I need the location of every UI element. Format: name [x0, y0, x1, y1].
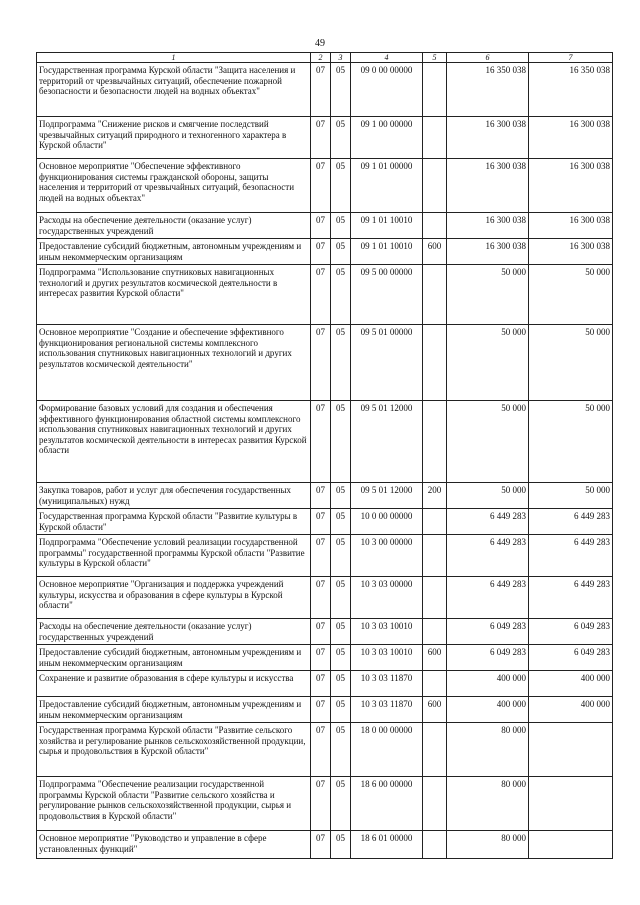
row-name: Подпрограмма "Обеспечение реализации государственной программы Курской области "Развитие сельского хозяйства и регулирование рынков сельскохозяйственной продукции, сырья и продовольствия в Курской области" [37, 777, 311, 831]
subsection-code: 05 [331, 645, 351, 671]
section-code: 07 [311, 697, 331, 723]
expense-type-code [423, 265, 447, 325]
amount-col6: 6 049 283 [447, 619, 529, 645]
target-article-code: 09 1 01 00000 [351, 159, 423, 213]
row-name: Закупка товаров, работ и услуг для обеспечения государственных (муниципальных) нужд [37, 483, 311, 509]
amount-col6: 400 000 [447, 671, 529, 697]
amount-col7: 6 049 283 [529, 645, 613, 671]
section-code: 07 [311, 401, 331, 483]
amount-col6: 50 000 [447, 401, 529, 483]
subsection-code: 05 [331, 63, 351, 117]
expense-type-code [423, 213, 447, 239]
subsection-code: 05 [331, 697, 351, 723]
table-row [37, 697, 613, 723]
amount-col7: 50 000 [529, 265, 613, 325]
expense-type-code [423, 671, 447, 697]
amount-col7: 6 049 283 [529, 619, 613, 645]
column-header: 6 [447, 53, 529, 63]
table-row [37, 723, 613, 777]
table-row [37, 831, 613, 859]
column-header: 1 [37, 53, 311, 63]
table-row [37, 265, 613, 325]
table-row [37, 535, 613, 577]
section-code: 07 [311, 777, 331, 831]
target-article-code: 09 5 00 00000 [351, 265, 423, 325]
row-name: Основное мероприятие "Обеспечение эффективного функционирования системы гражданской обороны, защиты населения и территорий от чрезвычайных ситуаций, безопасности людей на водных объектах" [37, 159, 311, 213]
amount-col6: 16 350 038 [447, 63, 529, 117]
amount-col6: 80 000 [447, 723, 529, 777]
amount-col7 [529, 777, 613, 831]
target-article-code: 09 5 01 12000 [351, 483, 423, 509]
subsection-code: 05 [331, 577, 351, 619]
target-article-code: 09 5 01 00000 [351, 325, 423, 401]
target-article-code: 10 3 03 11870 [351, 671, 423, 697]
section-code: 07 [311, 577, 331, 619]
target-article-code: 10 3 03 10010 [351, 619, 423, 645]
target-article-code: 18 0 00 00000 [351, 723, 423, 777]
section-code: 07 [311, 483, 331, 509]
amount-col7 [529, 831, 613, 859]
amount-col6: 6 449 283 [447, 509, 529, 535]
amount-col7: 50 000 [529, 483, 613, 509]
row-name: Основное мероприятие "Руководство и управление в сфере установленных функций" [37, 831, 311, 859]
amount-col6: 16 300 038 [447, 239, 529, 265]
target-article-code: 09 1 01 10010 [351, 239, 423, 265]
table-row [37, 213, 613, 239]
expense-type-code: 600 [423, 645, 447, 671]
table-row [37, 619, 613, 645]
amount-col7: 16 300 038 [529, 117, 613, 159]
table-row [37, 509, 613, 535]
amount-col6: 6 449 283 [447, 577, 529, 619]
amount-col6: 6 049 283 [447, 645, 529, 671]
target-article-code: 10 3 03 10010 [351, 645, 423, 671]
amount-col7 [529, 723, 613, 777]
subsection-code: 05 [331, 723, 351, 777]
section-code: 07 [311, 645, 331, 671]
subsection-code: 05 [331, 483, 351, 509]
amount-col6: 16 300 038 [447, 117, 529, 159]
amount-col6: 50 000 [447, 483, 529, 509]
target-article-code: 09 1 00 00000 [351, 117, 423, 159]
row-name: Подпрограмма "Снижение рисков и смягчение последствий чрезвычайных ситуаций природного и техногенного характера в Курской области" [37, 117, 311, 159]
expense-type-code [423, 577, 447, 619]
expense-type-code [423, 831, 447, 859]
budget-table [36, 52, 613, 859]
amount-col7: 16 300 038 [529, 213, 613, 239]
amount-col7: 50 000 [529, 325, 613, 401]
amount-col7: 6 449 283 [529, 535, 613, 577]
subsection-code: 05 [331, 117, 351, 159]
expense-type-code: 600 [423, 697, 447, 723]
table-row [37, 671, 613, 697]
expense-type-code [423, 535, 447, 577]
row-name: Предоставление субсидий бюджетным, автономным учреждениям и иным некоммерческим организациям [37, 645, 311, 671]
subsection-code: 05 [331, 401, 351, 483]
amount-col7: 16 300 038 [529, 239, 613, 265]
row-name: Расходы на обеспечение деятельности (оказание услуг) государственных учреждений [37, 619, 311, 645]
subsection-code: 05 [331, 671, 351, 697]
section-code: 07 [311, 325, 331, 401]
column-header: 2 [311, 53, 331, 63]
expense-type-code [423, 63, 447, 117]
table-row [37, 777, 613, 831]
expense-type-code [423, 401, 447, 483]
expense-type-code: 200 [423, 483, 447, 509]
table-row [37, 63, 613, 117]
amount-col7: 16 300 038 [529, 159, 613, 213]
expense-type-code [423, 777, 447, 831]
expense-type-code [423, 159, 447, 213]
table-row [37, 159, 613, 213]
target-article-code: 18 6 00 00000 [351, 777, 423, 831]
amount-col6: 80 000 [447, 831, 529, 859]
subsection-code: 05 [331, 239, 351, 265]
target-article-code: 10 3 03 00000 [351, 577, 423, 619]
amount-col6: 6 449 283 [447, 535, 529, 577]
row-name: Сохранение и развитие образования в сфере культуры и искусства [37, 671, 311, 697]
target-article-code: 10 0 00 00000 [351, 509, 423, 535]
row-name: Государственная программа Курской области "Развитие сельского хозяйства и регулирование рынков сельскохозяйственной продукции, сырья и продовольствия в Курской области" [37, 723, 311, 777]
column-header: 5 [423, 53, 447, 63]
row-name: Подпрограмма "Использование спутниковых навигационных технологий и других результатов космической деятельности в интересах развития Курской области" [37, 265, 311, 325]
row-name: Основное мероприятие "Организация и поддержка учреждений культуры, искусства и образования в сфере культуры в Курской области" [37, 577, 311, 619]
expense-type-code [423, 325, 447, 401]
subsection-code: 05 [331, 777, 351, 831]
row-name: Подпрограмма "Обеспечение условий реализации государственной программы" государственной программы Курской области "Развитие культуры в Курской области" [37, 535, 311, 577]
subsection-code: 05 [331, 159, 351, 213]
amount-col7: 50 000 [529, 401, 613, 483]
subsection-code: 05 [331, 831, 351, 859]
row-name: Расходы на обеспечение деятельности (оказание услуг) государственных учреждений [37, 213, 311, 239]
amount-col6: 400 000 [447, 697, 529, 723]
column-header: 7 [529, 53, 613, 63]
row-name: Формирование базовых условий для создания и обеспечения эффективного функционирования областной системы комплексного использования спутниковых навигационных технологий и других результатов космической деятельности в интересах развития Курской области [37, 401, 311, 483]
table-row [37, 325, 613, 401]
target-article-code: 18 6 01 00000 [351, 831, 423, 859]
subsection-code: 05 [331, 213, 351, 239]
row-name: Основное мероприятие "Создание и обеспечение эффективного функционирования региональной системы комплексного использования спутниковых навигационных технологий и других результатов космической деятельности" [37, 325, 311, 401]
section-code: 07 [311, 619, 331, 645]
section-code: 07 [311, 159, 331, 213]
target-article-code: 09 0 00 00000 [351, 63, 423, 117]
subsection-code: 05 [331, 265, 351, 325]
section-code: 07 [311, 831, 331, 859]
table-row [37, 117, 613, 159]
row-name: Предоставление субсидий бюджетным, автономным учреждениям и иным некоммерческим организациям [37, 239, 311, 265]
table-row [37, 239, 613, 265]
amount-col7: 16 350 038 [529, 63, 613, 117]
expense-type-code [423, 509, 447, 535]
amount-col6: 16 300 038 [447, 159, 529, 213]
section-code: 07 [311, 535, 331, 577]
section-code: 07 [311, 671, 331, 697]
row-name: Предоставление субсидий бюджетным, автономным учреждениям и иным некоммерческим организациям [37, 697, 311, 723]
column-header: 4 [351, 53, 423, 63]
page-number: 49 [315, 38, 325, 49]
row-name: Государственная программа Курской области "Развитие культуры в Курской области" [37, 509, 311, 535]
section-code: 07 [311, 509, 331, 535]
section-code: 07 [311, 265, 331, 325]
section-code: 07 [311, 723, 331, 777]
section-code: 07 [311, 117, 331, 159]
table-body [37, 53, 613, 859]
section-code: 07 [311, 239, 331, 265]
amount-col7: 6 449 283 [529, 509, 613, 535]
table-row [37, 401, 613, 483]
section-code: 07 [311, 213, 331, 239]
expense-type-code [423, 117, 447, 159]
target-article-code: 10 3 03 11870 [351, 697, 423, 723]
amount-col7: 6 449 283 [529, 577, 613, 619]
subsection-code: 05 [331, 509, 351, 535]
amount-col6: 80 000 [447, 777, 529, 831]
header-row [37, 53, 613, 63]
section-code: 07 [311, 63, 331, 117]
expense-type-code [423, 619, 447, 645]
subsection-code: 05 [331, 619, 351, 645]
column-header: 3 [331, 53, 351, 63]
table-row [37, 645, 613, 671]
row-name: Государственная программа Курской области "Защита населения и территорий от чрезвычайных ситуаций, обеспечение пожарной безопасности и безопасности людей на водных объектах" [37, 63, 311, 117]
target-article-code: 10 3 00 00000 [351, 535, 423, 577]
amount-col6: 16 300 038 [447, 213, 529, 239]
target-article-code: 09 5 01 12000 [351, 401, 423, 483]
table-row [37, 577, 613, 619]
table-row [37, 483, 613, 509]
subsection-code: 05 [331, 325, 351, 401]
amount-col7: 400 000 [529, 697, 613, 723]
amount-col6: 50 000 [447, 325, 529, 401]
amount-col7: 400 000 [529, 671, 613, 697]
subsection-code: 05 [331, 535, 351, 577]
expense-type-code [423, 723, 447, 777]
amount-col6: 50 000 [447, 265, 529, 325]
target-article-code: 09 1 01 10010 [351, 213, 423, 239]
expense-type-code: 600 [423, 239, 447, 265]
